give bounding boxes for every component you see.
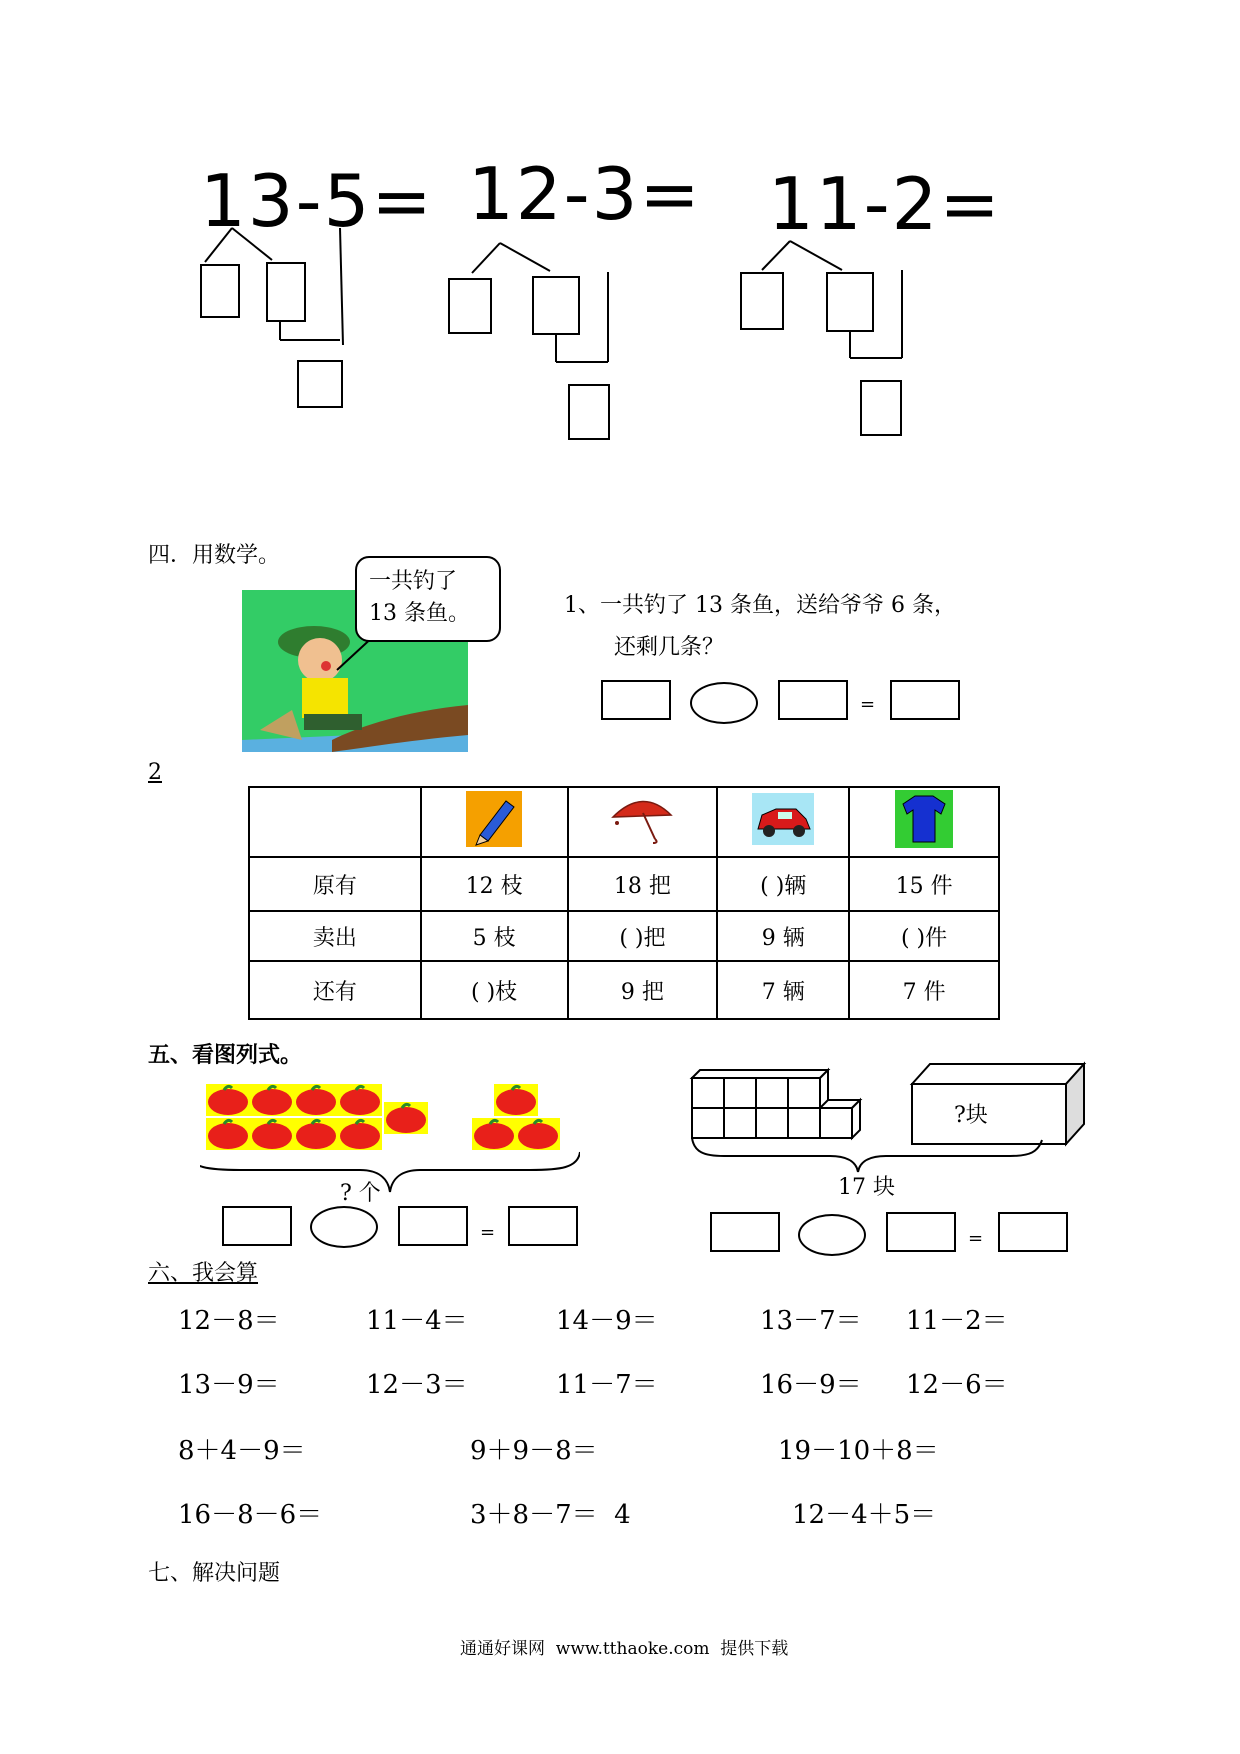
q5b-box-result[interactable] [998, 1212, 1068, 1252]
question-2-label: 2 [148, 760, 162, 785]
question-1-line-1: 1、一共钓了 13 条鱼，送给爷爷 6 条， [564, 593, 956, 618]
bubble-line-1: 一共钓了 [369, 569, 458, 594]
table-header-row [249, 787, 999, 857]
q5b-box-2[interactable] [886, 1212, 956, 1252]
table-cell: 7 件 [849, 961, 999, 1019]
answer-box-2b[interactable] [532, 276, 580, 335]
row-label-remaining: 还有 [249, 961, 421, 1019]
table-row [249, 911, 999, 961]
speech-bubble [355, 556, 501, 642]
page-footer: 通通好课网 www.tthaoke.com 提供下载 [460, 1639, 789, 1659]
q1-equals: = [860, 694, 876, 715]
calc-item: 12－3＝ [366, 1370, 468, 1400]
table-header-pencil [421, 787, 568, 857]
table-cell[interactable]: ( )件 [849, 911, 999, 961]
q5a-box-result[interactable] [508, 1206, 578, 1246]
bubble-line-2: 13 条鱼。 [369, 601, 470, 626]
calc-item: 11－2＝ [906, 1306, 1008, 1336]
answer-box-1b[interactable] [266, 262, 306, 322]
table-corner-cell [249, 787, 421, 857]
q5b-equals: = [968, 1228, 984, 1249]
equation-2: 12-3= [468, 152, 702, 236]
apples-image [200, 1078, 580, 1196]
shirt-icon [895, 790, 953, 848]
table-cell: 7 辆 [717, 961, 849, 1019]
table-cell: 18 把 [568, 857, 718, 911]
answer-box-1a[interactable] [200, 264, 240, 318]
q1-box-result[interactable] [890, 680, 960, 720]
left-question-label: ? 个 [340, 1181, 381, 1206]
table-row [249, 961, 999, 1019]
answer-box-1c[interactable] [297, 360, 343, 408]
q5a-box-2[interactable] [398, 1206, 468, 1246]
calc-item: 16－8－6＝ [178, 1500, 323, 1530]
equation-1: 13-5= [200, 159, 434, 243]
calc-item: 14－9＝ [556, 1306, 658, 1336]
calc-item: 12－8＝ [178, 1306, 280, 1336]
table-header-umbrella [568, 787, 718, 857]
calc-item: 13－9＝ [178, 1370, 280, 1400]
calc-item: 13－7＝ [760, 1306, 862, 1336]
table-cell: 9 辆 [717, 911, 849, 961]
q5a-box-1[interactable] [222, 1206, 292, 1246]
table-header-shirt [849, 787, 999, 857]
calc-item: 3＋8－7＝ 4 [470, 1500, 631, 1530]
section-4-title: 四．用数学。 [148, 543, 281, 568]
answer-box-2c[interactable] [568, 384, 610, 440]
section-6-title: 六、我会算 [148, 1261, 259, 1286]
q1-box-1[interactable] [601, 680, 671, 720]
calc-item: 12－6＝ [906, 1370, 1008, 1400]
apple-group-left [206, 1084, 428, 1150]
car-icon [752, 793, 814, 845]
q5b-box-1[interactable] [710, 1212, 780, 1252]
table-row [249, 857, 999, 911]
calc-item: 8＋4－9＝ [178, 1436, 306, 1466]
table-cell[interactable]: ( )辆 [717, 857, 849, 911]
answer-box-3b[interactable] [826, 272, 874, 332]
table-cell: 5 枝 [421, 911, 568, 961]
answer-box-3a[interactable] [740, 272, 784, 330]
umbrella-icon [609, 793, 675, 845]
calc-item: 11－7＝ [556, 1370, 658, 1400]
split-diagram-1 [0, 0, 1240, 460]
table-cell: 15 件 [849, 857, 999, 911]
q5b-operator-oval[interactable] [798, 1214, 866, 1256]
q5a-equals: = [480, 1222, 496, 1243]
calc-item: 12－4＋5＝ [792, 1500, 937, 1530]
calc-item: 19－10＋8＝ [778, 1436, 939, 1466]
pencil-icon [466, 791, 522, 847]
table-cell: 12 枝 [421, 857, 568, 911]
apple-group-right [472, 1084, 560, 1150]
calc-item: 16－9＝ [760, 1370, 862, 1400]
q1-operator-oval[interactable] [690, 682, 758, 724]
sales-table [248, 786, 1000, 1020]
answer-box-3c[interactable] [860, 380, 902, 436]
q1-box-2[interactable] [778, 680, 848, 720]
equation-3: 11-2= [768, 162, 1002, 246]
table-cell[interactable]: ( )把 [568, 911, 718, 961]
box-question-label: ?块 [954, 1103, 988, 1128]
table-cell[interactable]: ( )枝 [421, 961, 568, 1019]
question-1-line-2: 还剩几条？ [614, 635, 725, 660]
row-label-sold: 卖出 [249, 911, 421, 961]
q5a-operator-oval[interactable] [310, 1206, 378, 1248]
section-7-title: 七、解决问题 [148, 1561, 281, 1586]
calc-item: 9＋9－8＝ [470, 1436, 598, 1466]
right-total-label: 17 块 [838, 1175, 895, 1200]
answer-box-2a[interactable] [448, 278, 492, 334]
table-header-car [717, 787, 849, 857]
row-label-original: 原有 [249, 857, 421, 911]
table-cell: 9 把 [568, 961, 718, 1019]
calc-item: 11－4＝ [366, 1306, 468, 1336]
section-5-title: 五、看图列式。 [148, 1042, 303, 1068]
